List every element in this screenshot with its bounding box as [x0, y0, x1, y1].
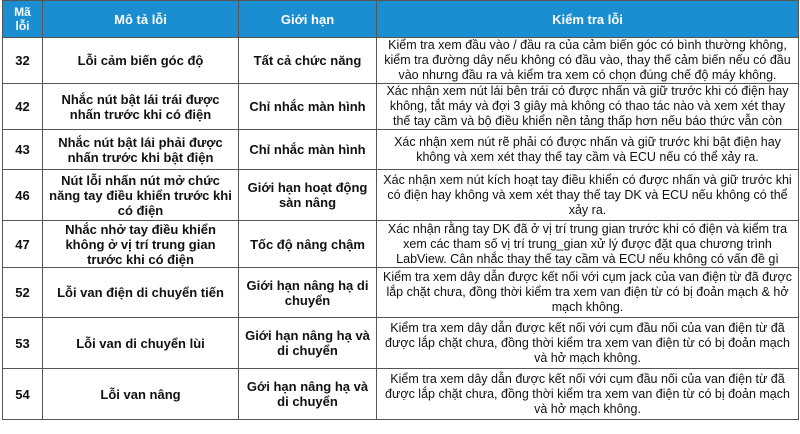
cell-description: Lỗi van di chuyển lùi [43, 318, 239, 369]
cell-description: Lỗi van điện di chuyển tiến [43, 268, 239, 318]
cell-code: 46 [3, 170, 43, 221]
table-row [3, 318, 799, 369]
cell-code: 43 [3, 130, 43, 170]
cell-description: Nhắc nhở tay điều khiển không ở vị trí trung gian trước khi có điện [43, 221, 239, 268]
cell-limit: Giới hạn nâng hạ di chuyển [239, 268, 377, 318]
table-row [3, 369, 799, 420]
table-row [3, 130, 799, 170]
cell-code: 47 [3, 221, 43, 268]
cell-limit: Gới hạn nâng hạ và di chuyển [239, 369, 377, 420]
header-code: Mã lỗi [3, 1, 43, 38]
cell-description: Nhắc nút bật lái trái được nhấn trước khi có điện [43, 84, 239, 130]
error-code-table [2, 0, 799, 420]
cell-check: Xác nhận xem nút lái bên trái có được nhấn và giữ trước khi có điện hay không, tắt máy và đợi 3 giây mà không có thao tác nào và xem xét thay thế tay cầm và bộ điều khiển nền tảng thấp hơn nếu báo thức vẫn còn [377, 84, 799, 130]
cell-check: Xác nhận xem nút kích hoạt tay điều khiển có được nhấn và giữ trước khi có điện hay không và xem xét thay thế tay DK và ECU nếu không có thể xảy ra. [377, 170, 799, 221]
cell-limit: Chỉ nhắc màn hình [239, 84, 377, 130]
header-limit: Giới hạn [239, 1, 377, 38]
cell-code: 54 [3, 369, 43, 420]
cell-limit: Giới hạn hoạt động sàn nâng [239, 170, 377, 221]
table-row [3, 38, 799, 84]
header-description: Mô tả lỗi [43, 1, 239, 38]
cell-description: Nút lỗi nhấn nút mở chức năng tay điều khiển trước khi có điện [43, 170, 239, 221]
cell-check: Kiểm tra xem dây dẫn được kết nối với cụm đầu nối của van điện từ đã được lắp chặt chưa, đồng thời kiểm tra xem van điện từ có bị đoản mạch và hở mạch không. [377, 369, 799, 420]
header-row [3, 1, 799, 38]
cell-check: Kiểm tra xem dây dẫn được kết nối với cụm jack của van điện từ đã được lắp chặt chưa, đồng thời kiểm tra xem van điện từ có bị đoản mạch & hở mạch không. [377, 268, 799, 318]
cell-description: Nhắc nút bật lái phải được nhấn trước khi bật điện [43, 130, 239, 170]
cell-description: Lỗi van nâng [43, 369, 239, 420]
cell-code: 53 [3, 318, 43, 369]
cell-code: 42 [3, 84, 43, 130]
table-row [3, 84, 799, 130]
cell-check: Kiểm tra xem dây dẫn được kết nối với cụm đầu nối của van điện từ đã được lắp chặt chưa, đồng thời kiểm tra xem van điện từ có bị đoản mạch và hở mạch không. [377, 318, 799, 369]
cell-limit: Giới hạn nâng hạ và di chuyển [239, 318, 377, 369]
cell-description: Lỗi cảm biến góc độ [43, 38, 239, 84]
cell-limit: Tất cả chức năng [239, 38, 377, 84]
cell-check: Kiểm tra xem đầu vào / đầu ra của cảm biến góc có bình thường không, kiểm tra đường dây nếu không có đầu vào, thay thế cảm biến nếu có đầu vào nhưng đầu ra và kiểm tra xem có chọn đúng chế độ máy không. [377, 38, 799, 84]
table-row [3, 268, 799, 318]
cell-check: Xác nhận rằng tay DK đã ở vị trí trung gian trước khi có điện và kiểm tra xem các tham số vị trí trung_gian xử lý được đặt qua chương trình LabView. Cân nhắc thay thế tay cầm và ECU nếu không có vấn đề gì [377, 221, 799, 268]
cell-code: 52 [3, 268, 43, 318]
cell-limit: Tốc độ nâng chậm [239, 221, 377, 268]
cell-check: Xác nhận xem nút rẽ phải có được nhấn và giữ trước khi bật điện hay không và xem xét thay thế tay cầm và ECU nếu có thể xảy ra. [377, 130, 799, 170]
table-row [3, 221, 799, 268]
header-check: Kiểm tra lỗi [377, 1, 799, 38]
cell-limit: Chỉ nhắc màn hình [239, 130, 377, 170]
table-row [3, 170, 799, 221]
cell-code: 32 [3, 38, 43, 84]
